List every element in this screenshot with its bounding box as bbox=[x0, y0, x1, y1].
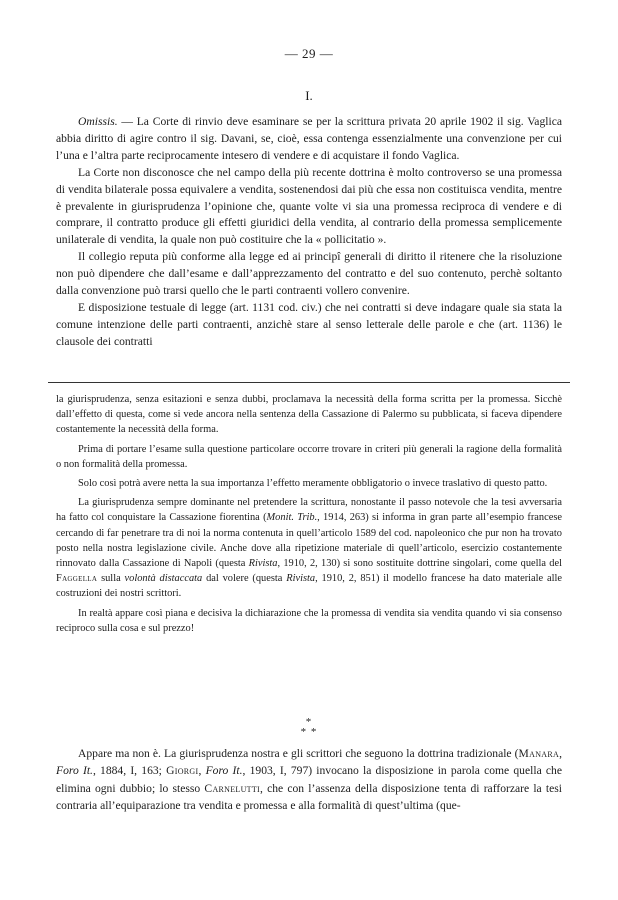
footnote-paragraph-1: la giurisprudenza, senza esitazioni e senza dubbi, proclamava la necessità della forma scritta per la promessa. Sicchè dall’effetto di questa, come si vede ancora nella sentenza della Cassazione di Palermo su pubblicata, si faceva dipendere costantemente la necessità della forma. bbox=[56, 394, 562, 436]
citation-rivista-2: Rivista bbox=[286, 573, 316, 585]
footnote-block bbox=[56, 392, 562, 636]
footnote-paragraph-3: Solo così potrà avere netta la sua importanza l’effetto meramente obbligatorio o invece traslativo di questo patto. bbox=[78, 478, 548, 490]
paragraph-1 bbox=[56, 114, 562, 165]
paragraph-1-text: — La Corte di rinvio deve esaminare se per la scrittura privata 20 aprile 1902 il sig. Vaglica abbia diritto di agire contro il sig. Davani, se, cioè, essa contenga essenzialmente una convenzione per cui l’una e l’altra parte reciprocamente intesero di vendere e di acquistare il fondo Vaglica. bbox=[56, 115, 562, 162]
omissis-label: Omissis. bbox=[78, 115, 118, 128]
closing-text bbox=[56, 745, 562, 815]
footnote-paragraph-4: La giurisprudenza sempre dominante nel pretendere la scrittura, nonostante il passo notevole che la tesi avversaria ha fatto col conquistare la Cassazione fiorentina (Monit. Trib., 1914, 263) si informa in gran parte all’esempio francese cercando di far penetrare tra di noi la norma contenuta in quell’articolo 1589 del cod. napoleonico che pur non ha trovato posto nella nostra legislazione civile. Anche dove alla ripetizione materiale di quell’articolo, esercizio costantemente rinnovato dalla Cassazione di Napoli (questa Rivista, 1910, 2, 130) si sono sostituite dottrine singolari, come quella del Faggella sulla volontà distaccata dal volere (questa Rivista, 1910, 2, 851) il modello francese ha dato materiale alle costruzioni dei nostri scrittori. bbox=[56, 497, 562, 600]
footnote-paragraph-5: In realtà appare così piana e decisiva la dichiarazione che la promessa di vendita sia vendita quando vi sia consenso reciproco sulla cosa e sul prezzo! bbox=[56, 607, 562, 634]
section-number: I. bbox=[305, 88, 313, 103]
main-text bbox=[56, 114, 562, 351]
footnote-divider bbox=[48, 382, 570, 383]
citation-monit-trib: Monit. Trib. bbox=[266, 512, 318, 524]
term-volonta-distaccata: volontà distaccata bbox=[124, 573, 203, 585]
citation-foro-it-1: Foro It. bbox=[56, 764, 93, 778]
paragraph-3: Il collegio reputa più conforme alla legge ed ai principî generali di diritto il ritenere che la risoluzione non può dipendere che dall’esame e dall’apprezzamento del contratto e del suo contenuto, perchè soltanto dalla convenzione può trarsi quello che le parti contraenti vollero convenire. bbox=[56, 250, 562, 298]
closing-paragraph: Appare ma non è. La giurisprudenza nostra e gli scrittori che seguono la dottrina tradizionale (Manara, Foro It., 1884, I, 163; Giorgi, Foro It., 1903, I, 797) invocano la disposizione in parola come quella che elimina ogni dubbio; lo stesso Carnelutti, che con l’assenza della disposizione tenta di rafforzare la tesi contraria all’equiparazione tra vendita e promessa e alla formalità di quest’ultima (que- bbox=[56, 747, 562, 813]
section-separator: * * * bbox=[300, 716, 318, 738]
paragraph-2: La Corte non disconosce che nel campo della più recente dottrina è molto controverso se una promessa di vendita bilaterale possa equivalere a vendita, sostenendosi dai più che essa non costituisca vendita, mentre è prevalente in giurisprudenza l’opinione che, quante volte vi sia una promessa reciproca di vendere e di comprare, il contratto produce gli effetti giuridici della vendita, al contrario della promessa semplicemente unilaterale di vendita, la quale non può costituire che la « pollicitatio ». bbox=[56, 165, 562, 247]
footnote-paragraph-2: Prima di portare l’esame sulla questione particolare occorre trovare in criteri più generali la ragione della formalità o non formalità della promessa. bbox=[56, 443, 562, 470]
author-carnelutti: Carnelutti bbox=[204, 781, 261, 795]
author-faggella: Faggella bbox=[56, 573, 98, 585]
paragraph-4: E disposizione testuale di legge (art. 1131 cod. civ.) che nei contratti si deve indagare quale sia stata la comune intenzione delle parti contraenti, anzichè stare al senso letterale delle parole e che (art. 1136) le clausole dei contratti bbox=[56, 300, 562, 348]
citation-foro-it-2: Foro It. bbox=[205, 764, 243, 778]
page-number: — 29 — bbox=[284, 46, 334, 61]
author-giorgi: Giorgi bbox=[166, 764, 199, 778]
author-manara: Manara bbox=[518, 747, 560, 760]
citation-rivista: Rivista bbox=[248, 558, 278, 570]
